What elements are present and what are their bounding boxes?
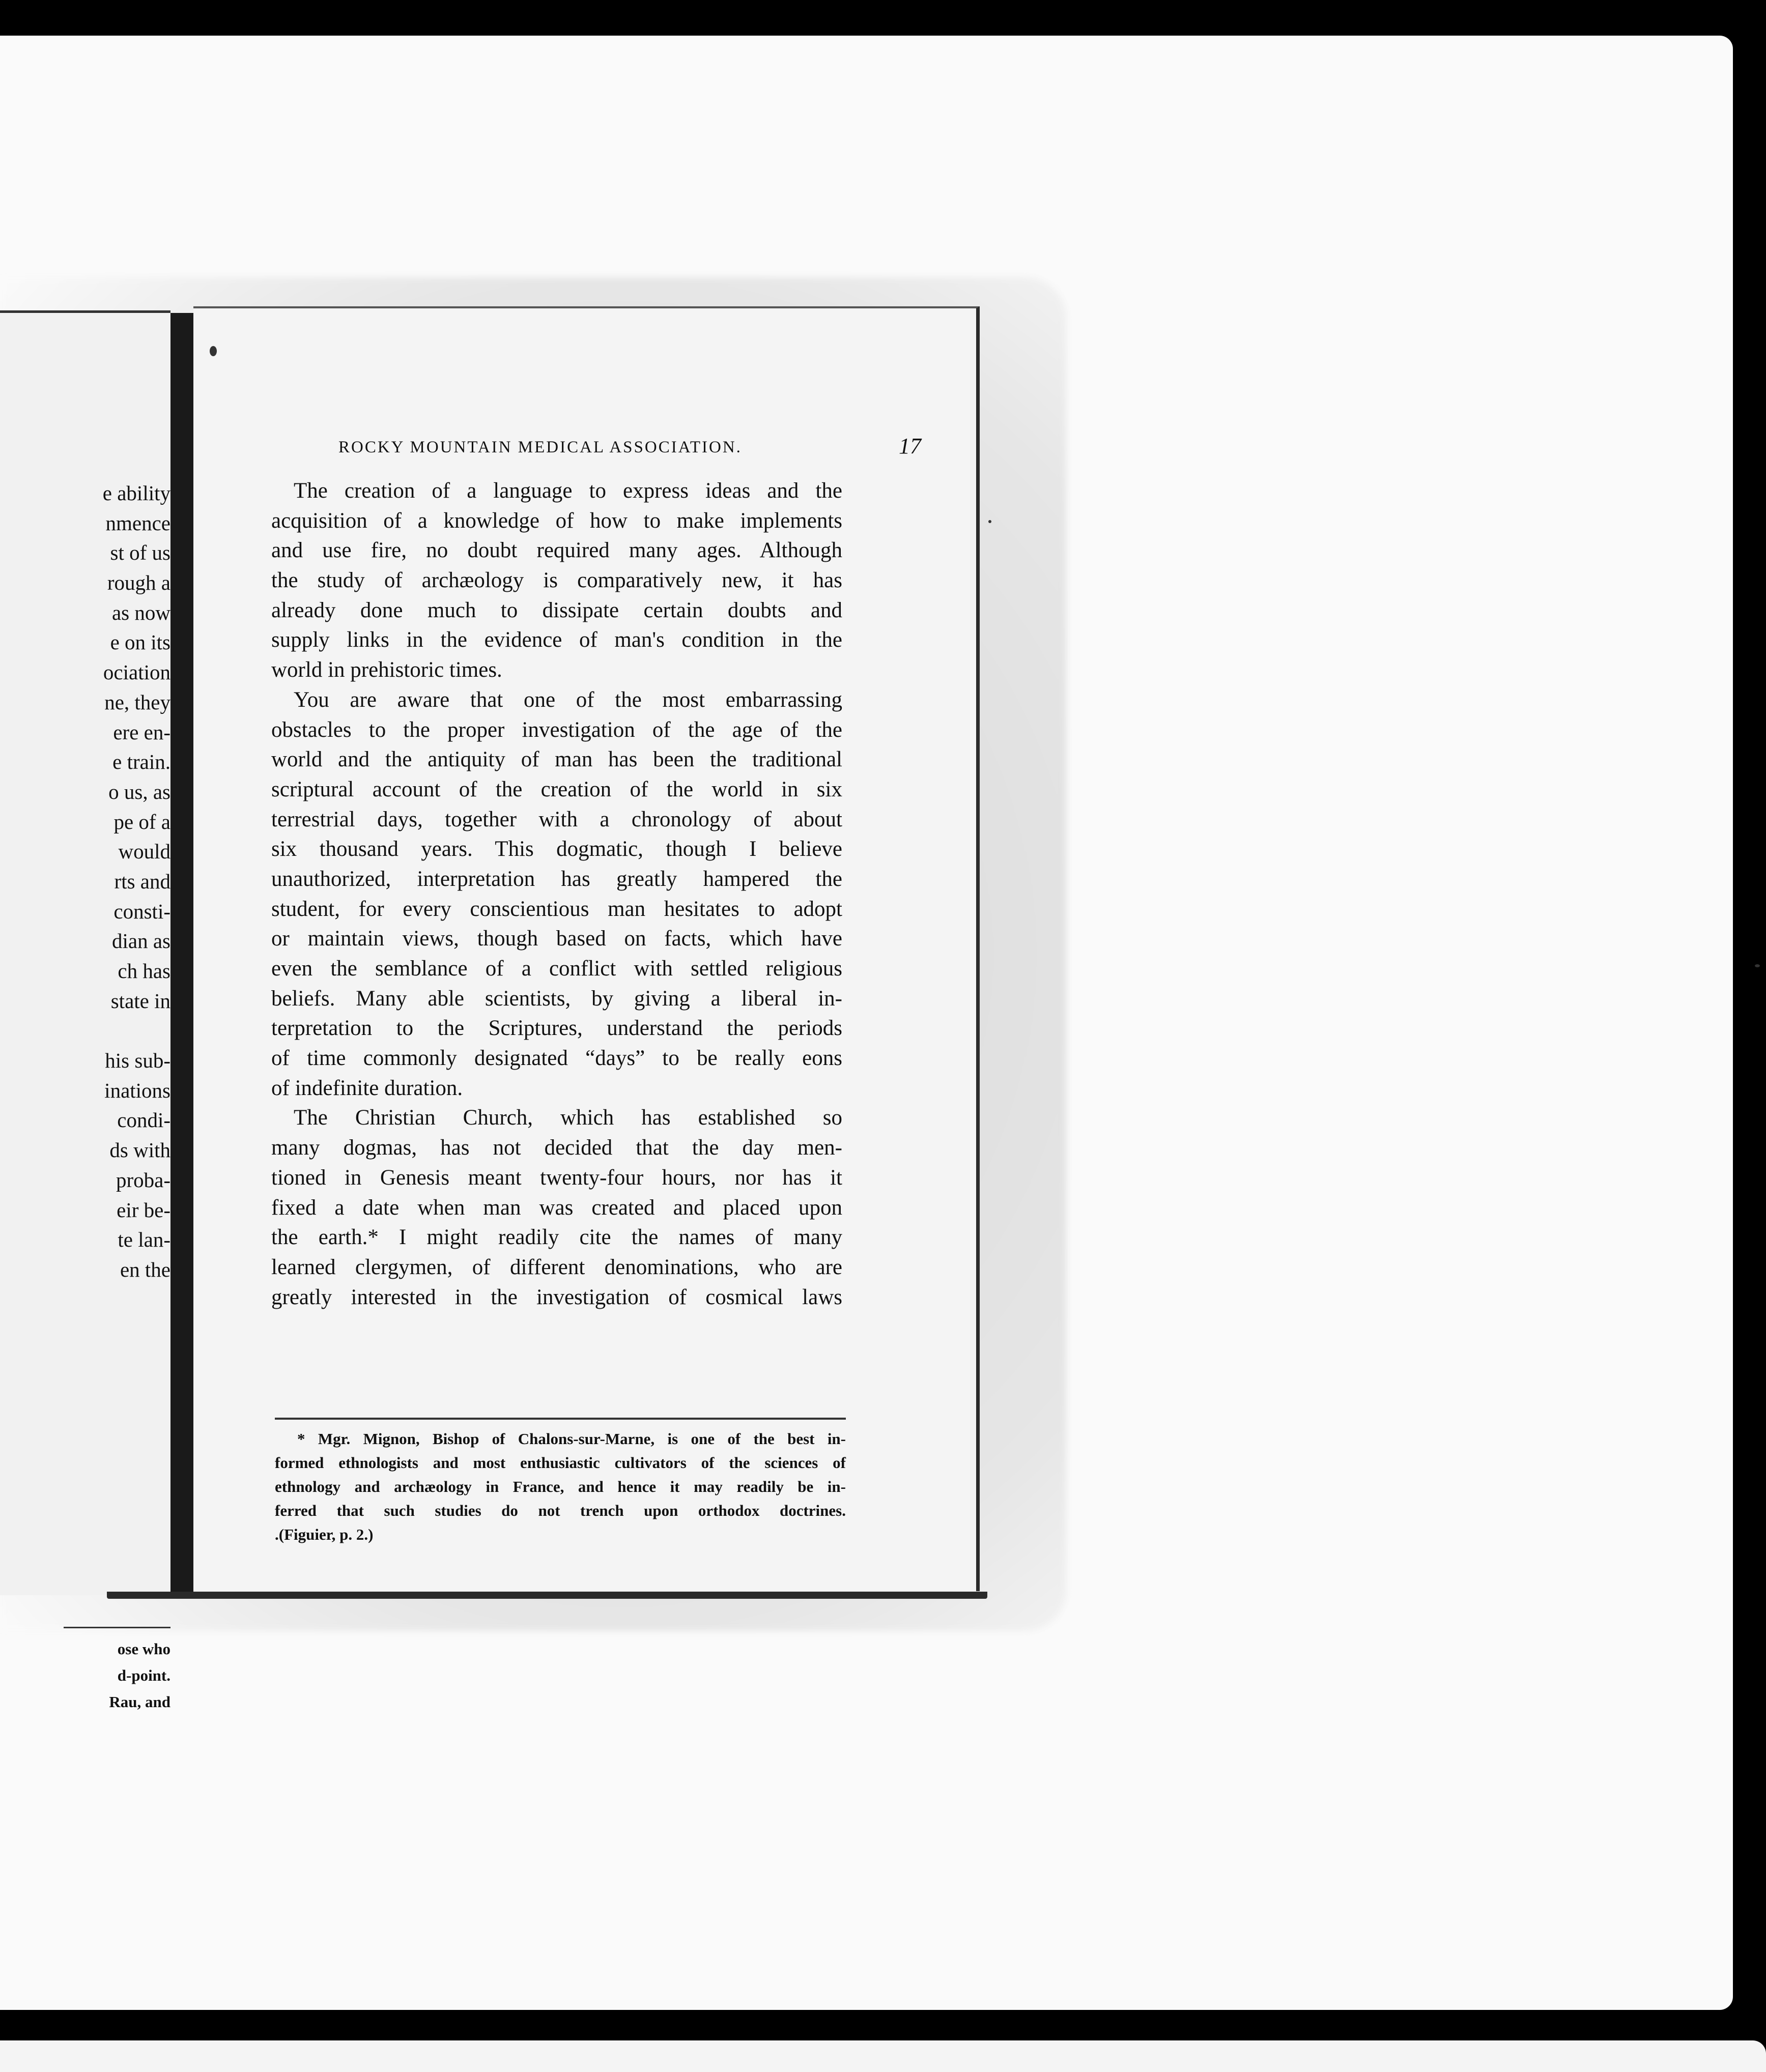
left-text-line: as now — [111, 600, 170, 624]
left-text-line: te lan- — [118, 1228, 170, 1252]
text-line: six thousand years. This dogmatic, though I believe — [271, 837, 842, 861]
running-head — [338, 433, 921, 464]
left-text-line: dian as — [112, 929, 170, 953]
left-text-line: proba- — [116, 1168, 170, 1192]
text-line: learned clergymen, of different denominations, who are — [271, 1255, 842, 1279]
text-line: tioned in Genesis meant twenty-four hours, nor has it — [271, 1165, 842, 1190]
left-page-text — [3, 478, 170, 1285]
text-line: obstacles to the proper investigation of the age of the — [271, 717, 842, 742]
text-line: fixed a date when man was created and placed upon — [271, 1195, 842, 1220]
next-frame-strip — [0, 2040, 1766, 2072]
text-line: and use fire, no doubt required many ages. Although — [271, 538, 842, 563]
left-footnote-line: ose who — [117, 1640, 170, 1658]
text-line: of indefinite duration. — [271, 1076, 463, 1100]
text-line: already done much to dissipate certain doubts and — [271, 598, 842, 622]
running-title: ROCKY MOUNTAIN MEDICAL ASSOCIATION. — [338, 438, 742, 456]
footnote-line: ferred that such studies do not trench upon orthodox doctrines. — [275, 1502, 846, 1519]
text-line: supply links in the evidence of man's condition in the — [271, 628, 842, 652]
text-line: The creation of a language to express ideas and the — [294, 479, 842, 503]
left-text-line: en the — [120, 1257, 170, 1281]
text-line: terpretation to the Scriptures, understand the periods — [271, 1016, 842, 1041]
left-text-line: ne, they — [104, 690, 170, 714]
text-line: many dogmas, has not decided that the day men- — [271, 1136, 842, 1160]
footnote-line: ethnology and archæology in France, and hence it may readily be in- — [275, 1478, 846, 1495]
text-line: You are aware that one of the most embarrassing — [294, 687, 842, 712]
left-text-line — [3, 1016, 170, 1046]
left-text-line: state in — [110, 989, 170, 1013]
left-text-line: e ability — [102, 481, 170, 505]
text-line: world in prehistoric times. — [271, 658, 502, 682]
left-text-line: ere en- — [113, 720, 170, 744]
left-page-footnote — [3, 1636, 170, 1715]
left-footnote-rule — [64, 1627, 170, 1628]
text-line: scriptural account of the creation of the world in six — [271, 777, 842, 801]
footnote-rule — [275, 1418, 846, 1420]
text-line: greatly interested in the investigation of cosmical laws — [271, 1285, 842, 1309]
left-text-line: pe of a — [113, 810, 170, 833]
left-page — [0, 310, 170, 1711]
right-page — [193, 306, 980, 1591]
text-line: acquisition of a knowledge of how to make implements — [271, 508, 842, 533]
left-text-line: would — [118, 840, 170, 864]
body-text — [271, 476, 842, 1312]
dust-speck — [1755, 964, 1760, 967]
left-text-line: consti- — [113, 899, 170, 923]
left-footnote-line: d-point. — [117, 1666, 170, 1684]
left-text-line: ds with — [109, 1138, 170, 1162]
left-text-line: condi- — [117, 1108, 170, 1132]
dust-speck — [988, 520, 991, 523]
text-line: even the semblance of a conflict with settled religious — [271, 957, 842, 981]
text-line: the earth.* I might readily cite the names of many — [271, 1225, 842, 1250]
left-text-line: rts and — [114, 869, 170, 893]
left-text-line: o us, as — [108, 780, 170, 803]
left-text-line: eir be- — [117, 1198, 170, 1222]
footnote-line: .(Figuier, p. 2.) — [275, 1526, 374, 1543]
left-text-line: st of us — [110, 541, 170, 565]
footnote — [275, 1427, 846, 1546]
left-text-line: his sub- — [105, 1049, 170, 1073]
left-footnote-line: Rau, and — [109, 1693, 170, 1711]
footnote-line: formed ethnologists and most enthusiastic cultivators of the sciences of — [275, 1454, 846, 1472]
page-number: 17 — [899, 434, 921, 458]
text-line: or maintain views, though based on facts, which have — [271, 927, 842, 951]
text-line: terrestrial days, together with a chronology of about — [271, 807, 842, 831]
left-text-line: ch has — [118, 959, 170, 983]
book-spine — [170, 313, 193, 1595]
left-text-line: e on its — [110, 630, 170, 654]
text-line: The Christian Church, which has established so — [294, 1106, 842, 1130]
text-line: of time commonly designated “days” to be really eons — [271, 1046, 842, 1071]
left-text-line: nmence — [105, 511, 170, 535]
footnote-line: * Mgr. Mignon, Bishop of Chalons-sur-Marne, is one of the best in- — [297, 1430, 846, 1448]
text-line: the study of archæology is comparatively new, it has — [271, 568, 842, 593]
left-text-line: rough a — [107, 571, 170, 595]
left-text-line: ociation — [103, 660, 170, 684]
dust-speck — [210, 346, 217, 356]
left-text-line: e train. — [112, 750, 170, 774]
text-line: unauthorized, interpretation has greatly hampered the — [271, 867, 842, 891]
text-line: student, for every conscientious man hesitates to adopt — [271, 897, 842, 921]
text-line: world and the antiquity of man has been the traditional — [271, 747, 842, 772]
book-cover-edge — [107, 1592, 987, 1599]
left-text-line: inations — [104, 1078, 170, 1102]
text-line: beliefs. Many able scientists, by giving a liberal in- — [271, 986, 842, 1011]
